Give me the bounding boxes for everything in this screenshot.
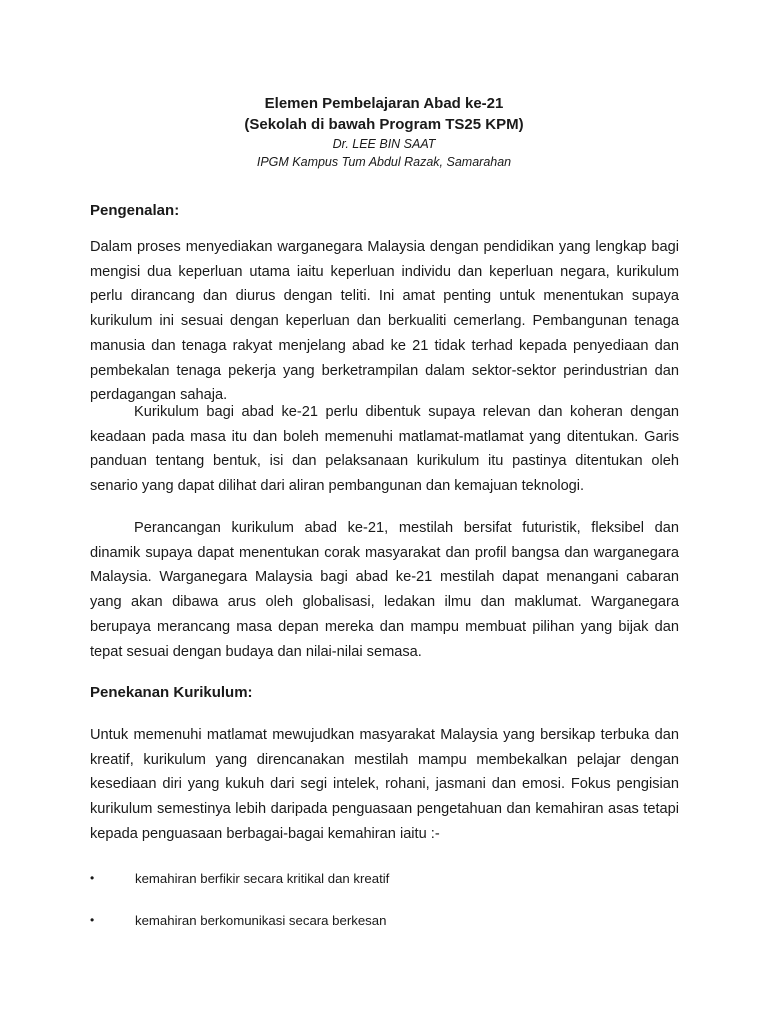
section-heading-intro: Pengenalan: xyxy=(90,202,180,219)
bullet-icon: • xyxy=(90,871,95,885)
section-heading-emphasis: Penekanan Kurikulum: xyxy=(90,684,253,701)
author-name: Dr. LEE BIN SAAT xyxy=(332,137,436,151)
document-subtitle: (Sekolah di bawah Program TS25 KPM) xyxy=(244,116,524,133)
bullet-item-text: kemahiran berkomunikasi secara berkesan xyxy=(135,913,387,928)
intro-paragraph-2: Kurikulum bagi abad ke-21 perlu dibentuk supaya relevan dan koheran dengan keadaan pada masa itu dan boleh memenuhi matlamat-matlamat yang ditentukan. Garis panduan tentang bentuk, isi dan pelaksanaan kurikulum itu pastinya ditentukan oleh senario yang dapat dilihat dari aliran pembangunan dan kemajuan teknologi. xyxy=(90,404,679,495)
intro-paragraph-3: Perancangan kurikulum abad ke-21, mestilah bersifat futuristik, fleksibel dan dinamik supaya dapat menentukan corak masyarakat dan profil bangsa dan warganegara Malaysia. Warganegara Malaysia bagi abad ke-21 mestilah dapat menangani cabaran yang akan dibawa arus oleh globalisasi, ledakan ilmu dan maklumat. Warganegara berupaya merancang masa depan mereka dan mampu membuat pilihan yang bijak dan tepat sesuai dengan budaya dan nilai-nilai semasa. xyxy=(90,520,679,660)
bullet-item-text: kemahiran berfikir secara kritikal dan kreatif xyxy=(135,871,390,886)
author-institution: IPGM Kampus Tum Abdul Razak, Samarahan xyxy=(256,155,512,169)
bullet-icon: • xyxy=(90,913,95,927)
document-title: Elemen Pembelajaran Abad ke-21 xyxy=(264,95,504,112)
emphasis-paragraph-1: Untuk memenuhi matlamat mewujudkan masyarakat Malaysia yang bersikap terbuka dan kreatif, kurikulum yang direncanakan mestilah mampu membekalkan pelajar dengan kesediaan diri yang kukuh dari segi intelek, rohani, jasmani dan emosi. Fokus pengisian kurikulum semestinya lebih daripada penguasaan pengetahuan dan kemahiran asas tetapi kepada penguasaan berbagai-bagai kemahiran iaitu :- xyxy=(90,727,679,842)
document-header xyxy=(0,93,768,171)
intro-paragraph-1: Dalam proses menyediakan warganegara Malaysia dengan pendidikan yang lengkap bagi mengisi dua keperluan utama iaitu keperluan individu dan keperluan negara, kurikulum perlu dirancang dan diurus dengan teliti. Ini amat penting untuk menentukan supaya kurikulum ini sesuai dengan keperluan dan berkualiti cemerlang. Pembangunan tenaga manusia dan tenaga rakyat menjelang abad ke 21 tidak terhad kepada penyediaan dan pembekalan tenaga pekerja yang berketrampilan dalam sektor-sektor perindustrian dan perdagangan sahaja. xyxy=(90,239,679,404)
